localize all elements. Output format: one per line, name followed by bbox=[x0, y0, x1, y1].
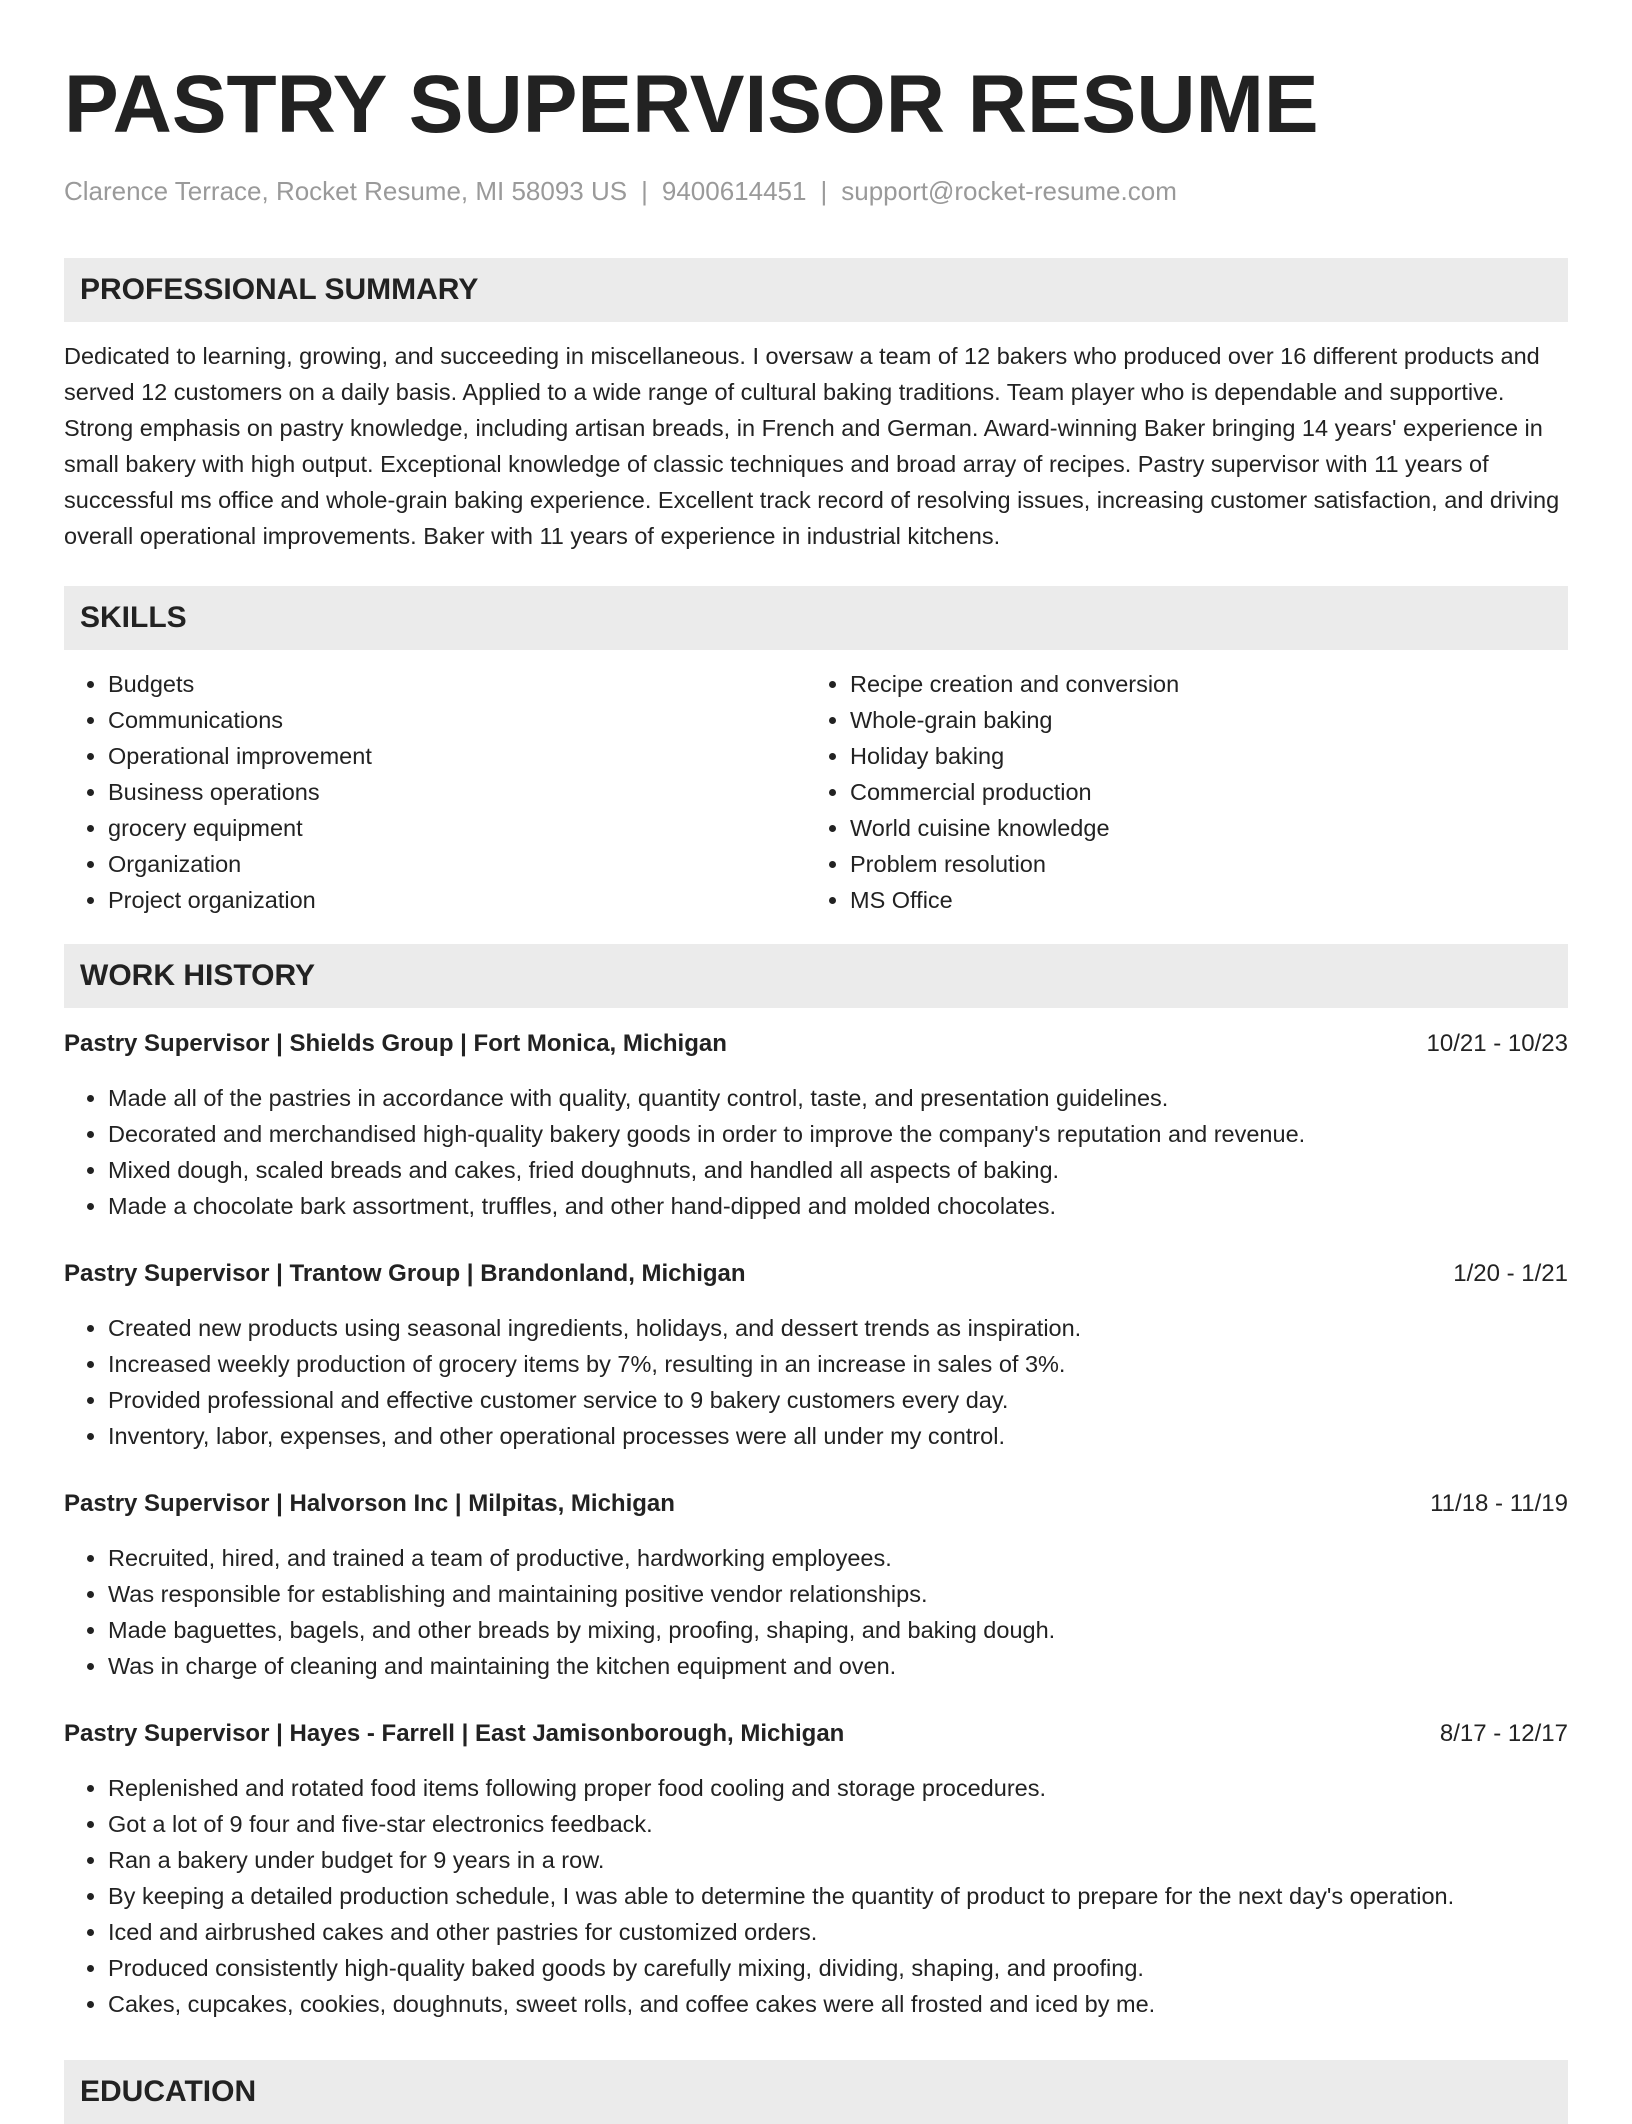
job-entry bbox=[64, 1486, 1568, 1684]
job-bullet: • Made all of the pastries in accordance with quality, quantity control, taste, and presentation guidelines. bbox=[108, 1080, 1568, 1116]
job-bullet: • Ran a bakery under budget for 9 years in a row. bbox=[108, 1842, 1568, 1878]
skill-item: • Business operations bbox=[108, 774, 806, 810]
contact-line bbox=[64, 174, 1568, 208]
job-bullet: • By keeping a detailed production schedule, I was able to determine the quantity of product to prepare for the next day's operation. bbox=[108, 1878, 1568, 1914]
skill-item: • Holiday baking bbox=[850, 738, 1548, 774]
skill-item: • Organization bbox=[108, 846, 806, 882]
skill-item: • Commercial production bbox=[850, 774, 1548, 810]
job-entry bbox=[64, 1026, 1568, 1224]
job-bullet: • Provided professional and effective customer service to 9 bakery customers every day. bbox=[108, 1382, 1568, 1418]
job-header bbox=[64, 1486, 1568, 1522]
skill-item: • MS Office bbox=[850, 882, 1548, 918]
resume-title: PASTRY SUPERVISOR RESUME bbox=[64, 59, 1319, 150]
contact-separator: | bbox=[820, 176, 828, 206]
skill-item: • Recipe creation and conversion bbox=[850, 666, 1548, 702]
summary-heading: PROFESSIONAL SUMMARY bbox=[64, 258, 1568, 322]
job-dates: 10/21 - 10/23 bbox=[1426, 1030, 1568, 1057]
skills-column-right bbox=[806, 666, 1548, 918]
job-bullet: • Produced consistently high-quality baked goods by carefully mixing, dividing, shaping, and proofing. bbox=[108, 1950, 1568, 1986]
job-bullet: • Was responsible for establishing and maintaining positive vendor relationships. bbox=[108, 1576, 1568, 1612]
skill-item: • Operational improvement bbox=[108, 738, 806, 774]
skill-item: • Project organization bbox=[108, 882, 806, 918]
job-bullet: • Increased weekly production of grocery items by 7%, resulting in an increase in sales of 3%. bbox=[108, 1346, 1568, 1382]
job-title: Pastry Supervisor | Halvorson Inc | Milpitas, Michigan bbox=[64, 1490, 675, 1517]
job-dates: 11/18 - 11/19 bbox=[1430, 1490, 1568, 1517]
skills-column-left bbox=[64, 666, 806, 918]
skill-item: • World cuisine knowledge bbox=[850, 810, 1548, 846]
education-heading: EDUCATION bbox=[64, 2060, 1568, 2124]
skill-item: • Problem resolution bbox=[850, 846, 1548, 882]
job-dates: 1/20 - 1/21 bbox=[1453, 1260, 1568, 1287]
work-history-heading: WORK HISTORY bbox=[64, 944, 1568, 1008]
job-entry bbox=[64, 1716, 1568, 2022]
job-title: Pastry Supervisor | Shields Group | Fort Monica, Michigan bbox=[64, 1030, 727, 1057]
job-bullet: • Recruited, hired, and trained a team of productive, hardworking employees. bbox=[108, 1540, 1568, 1576]
job-bullet: • Created new products using seasonal ingredients, holidays, and dessert trends as inspiration. bbox=[108, 1310, 1568, 1346]
skills-list bbox=[64, 666, 1568, 918]
job-bullet: • Made baguettes, bagels, and other breads by mixing, proofing, shaping, and baking dough. bbox=[108, 1612, 1568, 1648]
job-bullet: • Iced and airbrushed cakes and other pastries for customized orders. bbox=[108, 1914, 1568, 1950]
contact-email: support@rocket-resume.com bbox=[841, 176, 1177, 206]
job-entry bbox=[64, 1256, 1568, 1454]
job-bullets bbox=[64, 1310, 1568, 1454]
job-header bbox=[64, 1716, 1568, 1752]
skills-heading: SKILLS bbox=[64, 586, 1568, 650]
job-bullet: • Mixed dough, scaled breads and cakes, fried doughnuts, and handled all aspects of baking. bbox=[108, 1152, 1568, 1188]
job-bullet: • Inventory, labor, expenses, and other operational processes were all under my control. bbox=[108, 1418, 1568, 1454]
job-bullet: • Replenished and rotated food items following proper food cooling and storage procedures. bbox=[108, 1770, 1568, 1806]
job-header bbox=[64, 1026, 1568, 1062]
job-bullet: • Decorated and merchandised high-quality bakery goods in order to improve the company's reputation and revenue. bbox=[108, 1116, 1568, 1152]
contact-phone: 9400614451 bbox=[661, 176, 807, 206]
job-dates: 8/17 - 12/17 bbox=[1439, 1720, 1568, 1747]
job-bullet: • Was in charge of cleaning and maintaining the kitchen equipment and oven. bbox=[108, 1648, 1568, 1684]
job-title: Pastry Supervisor | Trantow Group | Brandonland, Michigan bbox=[64, 1260, 746, 1287]
skill-item: • Communications bbox=[108, 702, 806, 738]
contact-separator: | bbox=[641, 176, 648, 206]
job-bullet: • Made a chocolate bark assortment, truffles, and other hand-dipped and molded chocolates. bbox=[108, 1188, 1568, 1224]
job-bullets bbox=[64, 1080, 1568, 1224]
contact-address: Clarence Terrace, Rocket Resume, MI 58093 US bbox=[64, 176, 628, 206]
skill-item: • Whole-grain baking bbox=[850, 702, 1548, 738]
job-bullet: • Cakes, cupcakes, cookies, doughnuts, sweet rolls, and coffee cakes were all frosted and iced by me. bbox=[108, 1986, 1568, 2022]
job-bullet: • Got a lot of 9 four and five-star electronics feedback. bbox=[108, 1806, 1568, 1842]
skill-item: • Budgets bbox=[108, 666, 806, 702]
job-bullets bbox=[64, 1540, 1568, 1684]
skill-item: • grocery equipment bbox=[108, 810, 806, 846]
job-bullets bbox=[64, 1770, 1568, 2022]
summary-text: Dedicated to learning, growing, and succeeding in miscellaneous. I oversaw a team of 12 bakers who produced over 16 different products and served 12 customers on a daily basis. Applied to a wide range of cultural baking traditions. Team player who is dependable and supportive. Strong emphasis on pastry knowledge, including artisan breads, in French and German. Award-winning Baker bringing 14 years' experience in small bakery with high output. Exceptional knowledge of classic techniques and broad array of recipes. Pastry supervisor with 11 years of successful ms office and whole-grain baking experience. Excellent track record of resolving issues, increasing customer satisfaction, and driving overall operational improvements. Baker with 11 years of experience in industrial kitchens. bbox=[64, 343, 1560, 549]
job-title: Pastry Supervisor | Hayes - Farrell | East Jamisonborough, Michigan bbox=[64, 1720, 845, 1747]
job-header bbox=[64, 1256, 1568, 1292]
